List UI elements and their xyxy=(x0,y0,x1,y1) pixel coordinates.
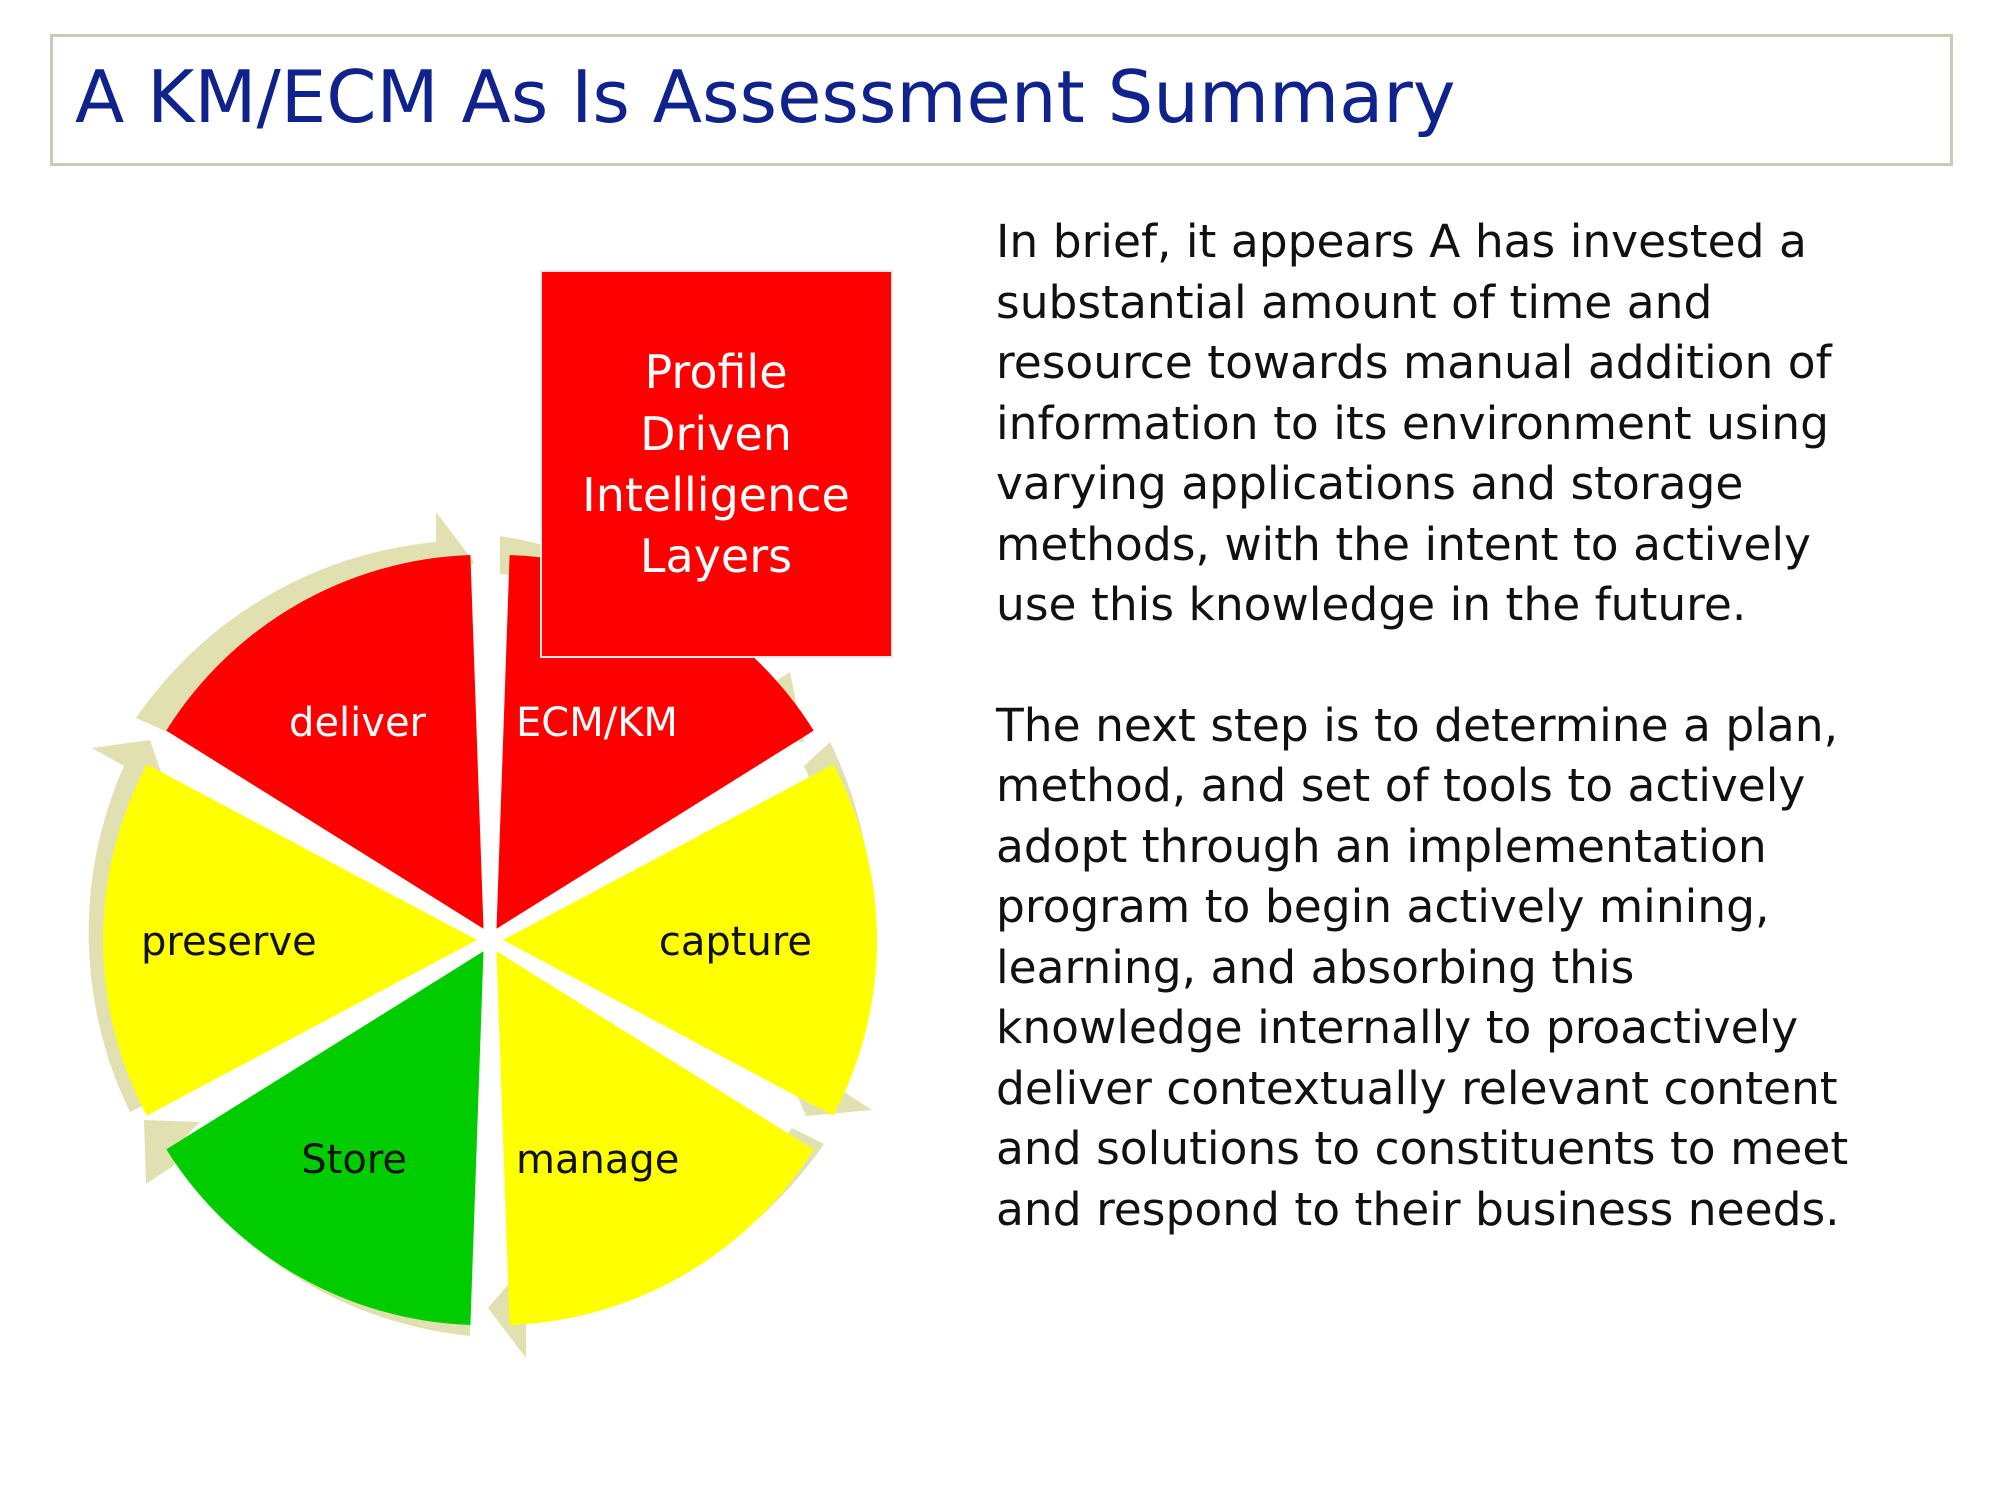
summary-text xyxy=(996,212,1956,1240)
callout-line-3: Intelligence xyxy=(582,468,850,522)
segment-label-preserve: preserve xyxy=(141,919,317,965)
callout-box xyxy=(541,271,892,657)
callout-rect xyxy=(541,271,892,657)
callout-line-4: Layers xyxy=(639,529,793,583)
segment-label-manage: manage xyxy=(516,1137,680,1183)
callout-line-2: Driven xyxy=(640,407,792,461)
segment-label-capture: capture xyxy=(658,919,812,965)
segment-label-deliver: deliver xyxy=(289,700,426,746)
summary-paragraph-1: In brief, it appears A has invested a substantial amount of time and resource towards manual addition of information to its environment using varying applications and storage methods, with the intent to actively use this knowledge in the future. xyxy=(996,215,1832,631)
summary-paragraph-2: The next step is to determine a plan, method, and set of tools to actively adopt through an implementation program to begin actively mining, learning, and absorbing this knowledge internally to proactively deliver contextually relevant content and solutions to constituents to meet and respond to their business needs. xyxy=(996,698,1849,1236)
segment-label-ecm-km: ECM/KM xyxy=(516,700,678,746)
segment-label-store: Store xyxy=(301,1137,407,1183)
callout-line-1: Profile xyxy=(644,345,788,399)
slide-title: A KM/ECM As Is Assessment Summary xyxy=(75,55,1456,139)
